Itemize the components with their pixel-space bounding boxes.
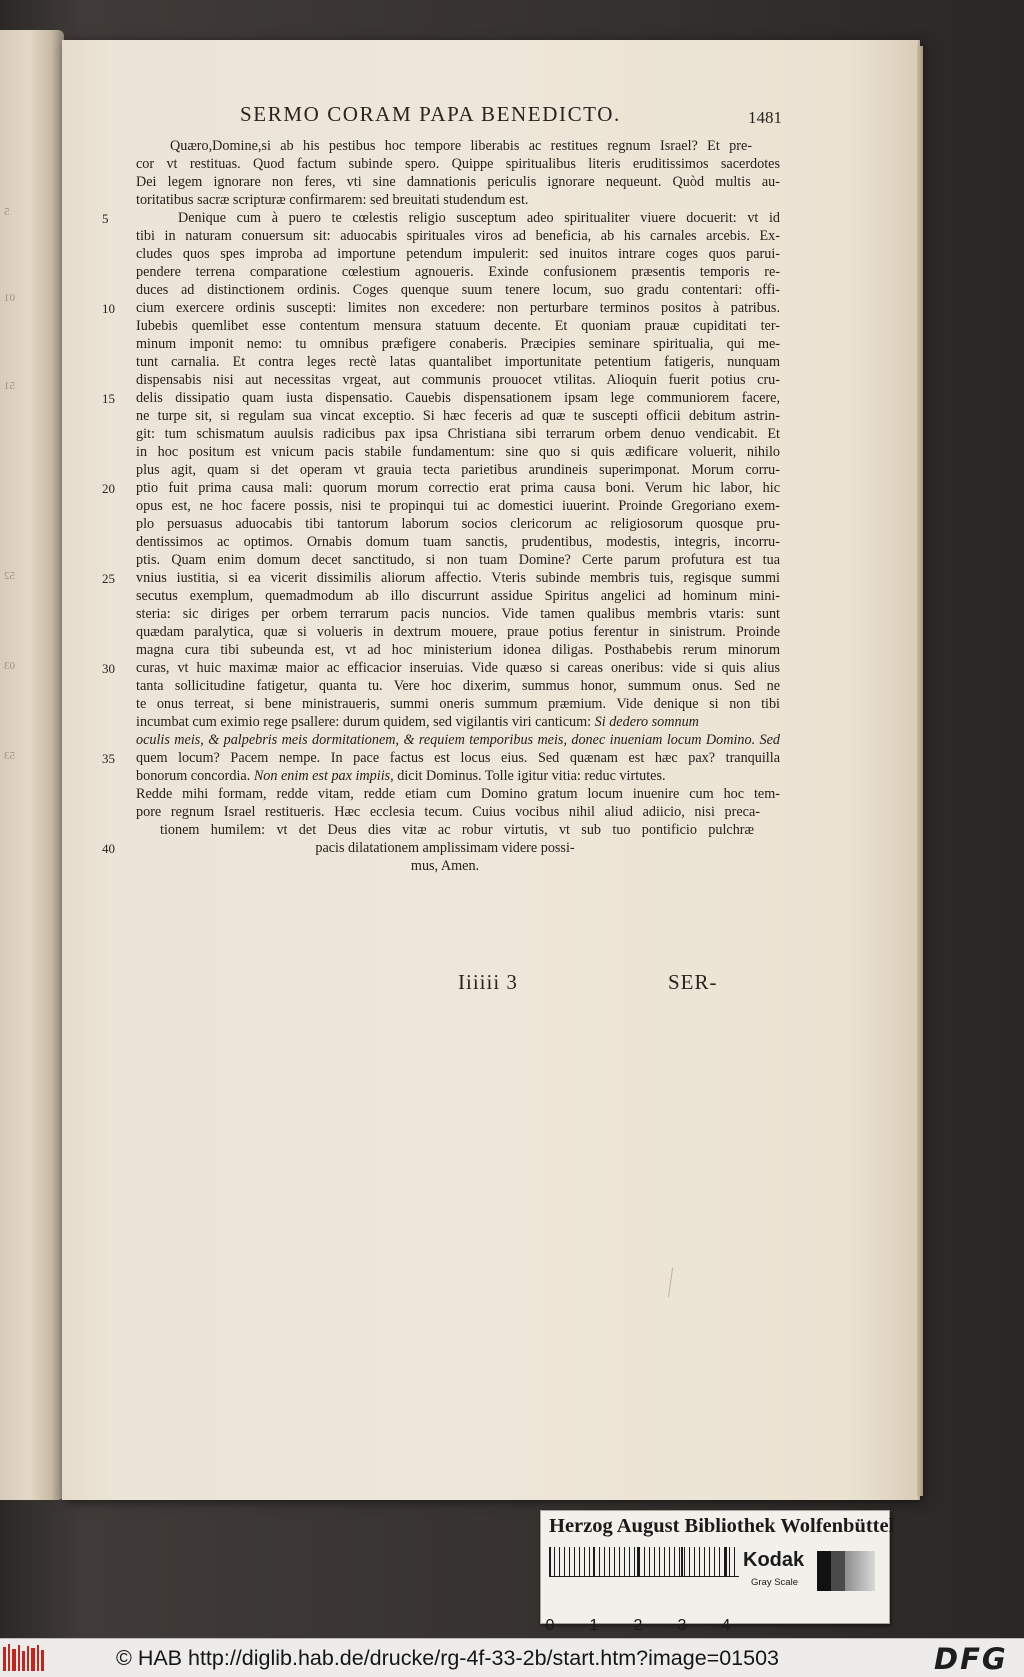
text-line: Quæro,Domine,si ab his pestibus hoc tempore liberabis ac restitues regnum Israel? Et pre- xyxy=(170,138,752,154)
ruler-number: 0 xyxy=(545,1617,555,1634)
ruler-major-tick xyxy=(549,1547,551,1577)
dfg-logo: DFG xyxy=(934,1642,1008,1676)
ruler-major-tick xyxy=(593,1547,595,1577)
dark-gray-patch xyxy=(831,1551,845,1591)
running-head: SERMO CORAM PAPA BENEDICTO. xyxy=(240,102,621,126)
ruler-major-tick xyxy=(637,1547,639,1577)
text-line: te onus terreat, si bene ministraueris, summi oneris summum præmium. Vide denique si non tibi xyxy=(136,696,780,712)
line-number: 10 xyxy=(102,301,115,316)
text-line: git: tum schismatum auulsis radicibus pax ipsa Christiana sibi terrarum orbem denuo vendicabit. Et xyxy=(136,426,780,442)
text-line: tionem humilem: vt det Deus dies vitæ ac robur virtutis, vt sub tuo pontificio pulchræ xyxy=(160,822,754,838)
text-span: dicit Dominus. Tolle igitur vitia: reduc virtutes. xyxy=(393,768,666,784)
ruler-major-tick xyxy=(681,1547,683,1577)
black-patch xyxy=(817,1551,831,1591)
line-number: 35 xyxy=(102,751,115,766)
library-name: Herzog August Bibliothek Wolfenbüttel xyxy=(549,1515,895,1537)
bleed-through-mark: 01 xyxy=(4,292,15,304)
copyright-url[interactable]: © HAB http://diglib.hab.de/drucke/rg-4f-33-2b/start.htm?image=01503 xyxy=(116,1646,780,1670)
ruler-number: 1 xyxy=(589,1617,599,1634)
text-line: tunt carnalia. Et contra leges rectè latas quantalibet importunitate petentium fatigeris, nunquam xyxy=(136,354,780,370)
bleed-through-mark: 52 xyxy=(4,570,15,582)
text-line: cor vt restituas. Quod factum subinde spero. Quippe spiritualibus literis eruditissimos sacerdotes xyxy=(136,156,780,172)
text-line: vnius iustitia, si ea vicerit dissimilis aliorum affectio. Vteris subinde membris tuis, regisque summi xyxy=(136,570,780,586)
text-line: magna cura tibi subeunda est, vt ad hoc ministerium idonea diligas. Posthabebis rerum minorum xyxy=(136,642,780,658)
text-line: dentissimos ac optimos. Ornabis domum tuam sanctis, prudentibus, modestis, integris, incorru- xyxy=(136,534,780,550)
italic-quote: Si dedero somnum xyxy=(594,714,699,730)
text-line: mus, Amen. xyxy=(410,858,480,874)
ruler-number: 3 xyxy=(677,1617,687,1634)
signature-mark: Iiiiii 3 xyxy=(458,970,518,994)
line-number: 25 xyxy=(102,571,115,586)
text-line: cludes quos spes improba ad importune petendum impulerit: sed inuitos intrare coges quos parui- xyxy=(136,246,780,262)
folio-number: 1481 xyxy=(748,108,782,127)
text-line: quædam paralytica, quæ si volueris in dextrum mouere, praue potius ferentur in sinistrum. Proinde xyxy=(136,624,780,640)
footer-bar xyxy=(0,1638,1024,1677)
line-number: 40 xyxy=(102,841,115,856)
text-line: duces ad distinctionem ordinis. Coges quenque suum tenere locum, suo gradu contentari: offi- xyxy=(136,282,780,298)
text-span: incumbat cum eximio rege psallere: durum quidem, sed vigilantis viri canticum: xyxy=(136,714,595,730)
text-line xyxy=(136,731,780,749)
text-line: tanta sollicitudine fatigetur, quanta tu. Vere hoc dixerim, summus honor, summum onus. Sed ne xyxy=(136,678,780,694)
text-line: opus est, ne hoc facere possis, nisi te propinqui tui ac domestici iuuerint. Proinde Gregoriano exem- xyxy=(136,498,780,514)
text-line: toritatibus sacræ scripturæ confirmarem: sed breuitati studendum est. xyxy=(136,192,529,208)
text-line: secutus exemplum, quemadmodum ab illo discurrunt assidue Spiritus angelici ad hominum mini- xyxy=(136,588,780,604)
text-line: plus agit, quam si det operam vt grauia tecta parietibus arundineis superimponat. Morum corru- xyxy=(136,462,780,478)
text-line xyxy=(136,713,780,731)
ruler-numbers xyxy=(545,1617,749,1637)
text-span: bonorum concordia. xyxy=(136,768,254,784)
text-line: ne turpe sit, si regulam sua vincat exceptio. Si hæc feceris ad quæ te suscepti officii debitum astrin- xyxy=(136,408,780,424)
catchword: SER- xyxy=(668,970,718,994)
text-line: Dei legem ignorare non feres, vti sine damnationis periculis ignorare nequeunt. Quòd multis au- xyxy=(136,174,780,190)
kodak-logo: Kodak xyxy=(743,1549,805,1571)
line-number: 20 xyxy=(102,481,115,496)
color-target-card xyxy=(540,1510,895,1634)
text-line: quem locum? Pacem nempe. In pace factus est locus eius. Sed quænam est hæc pax? tranquilla xyxy=(136,750,780,766)
text-line: in hoc positum est vnicum pacis stabile fundamentum: sine quo si quis ædificare voluerit, nihilo xyxy=(136,444,780,460)
text-line: pacis dilatationem amplissimam videre possi- xyxy=(315,840,575,856)
gray-scale-label: Gray Scale xyxy=(751,1577,798,1588)
text-line: ptio fuit prima causa mali: quorum morum correctio erat prima causa boni. Verum hic labor, hic xyxy=(136,480,780,496)
bleed-through-mark: 5 xyxy=(4,206,10,218)
text-line: curas, vt huic maximæ maior ac efficacior inseruias. Vide quæso si careas oneribus: vide si quis alius xyxy=(136,660,780,676)
text-line: tibi in naturam conuersum sit: aduocabis spirituales viros ad beneficia, ab his carnales arcebis. Ex- xyxy=(136,228,780,244)
text-line: plo persuasus aduocabis tibi tantorum laborum socios clericorum ac religiosorum quosque pru- xyxy=(136,516,780,532)
line-number: 15 xyxy=(102,391,115,406)
barcode-icon xyxy=(2,1643,48,1673)
ruler-number: 2 xyxy=(633,1617,643,1634)
bleed-through-mark: 03 xyxy=(4,660,15,672)
gray-gradient-patch xyxy=(845,1551,875,1591)
ruler-number: 4 xyxy=(721,1617,731,1634)
scale-ruler xyxy=(545,1547,739,1634)
text-line: pore regnum Israel restitueris. Hæc ecclesia tecum. Cuius vocibus nihil aliud adiicio, nisi preca- xyxy=(136,804,760,820)
text-line: minum imponit nemo: tu omnibus præfigere conaberis. Præcipies seminare spiritualia, qui me- xyxy=(136,336,780,352)
line-number: 5 xyxy=(102,211,109,226)
line-number: 30 xyxy=(102,661,115,676)
text-line: dispensabis nisi aut necessitas vrgeat, aut communis prouocet vtilitas. Alioquin fuerit potius cru- xyxy=(136,372,780,388)
text-line: ptis. Quam enim domum decet sanctitudo, si non tuam Domine? Certe parum profutura est tua xyxy=(136,552,780,568)
text-line: Denique cum à puero te cœlestis religio susceptum adeo spiritualiter viuere docuerit: vt id xyxy=(178,210,780,226)
italic-quote: oculis meis, & palpebris meis dormitationem, & requiem temporibus meis, donec inueniam locum Domino. Sed xyxy=(136,732,780,748)
bleed-through-mark: 53 xyxy=(4,750,15,762)
text-line: Iubebis quemlibet esse contentum mensura statuum decente. Et quoniam prauæ cupiditati ter- xyxy=(136,318,780,334)
bleed-through-mark: 51 xyxy=(4,380,15,392)
text-line: pendere terrena comparatione cœlestium agnoueris. Exinde confusionem præsentis temporis re- xyxy=(136,264,780,280)
text-line: delis dissipatio quam iusta dispensatio. Cauebis dispensationem ipsam lege communiorem facere, xyxy=(136,390,780,406)
text-line: steria: sic diriges per orbem terrarum pacis nuncios. Vide tamen qualibus membris vtaris: sunt xyxy=(136,606,780,622)
ruler-major-tick xyxy=(725,1547,727,1577)
text-line: Redde mihi formam, redde vitam, redde etiam cum Domino gratum locum inuenire cum hoc tem- xyxy=(136,786,780,802)
italic-quote: Non enim est pax impiis, xyxy=(253,768,394,784)
text-line: cium exercere ordinis suscepti: limites non excedere: non perturbare terminos positos à patribus. xyxy=(136,300,780,316)
text-line xyxy=(136,767,780,785)
